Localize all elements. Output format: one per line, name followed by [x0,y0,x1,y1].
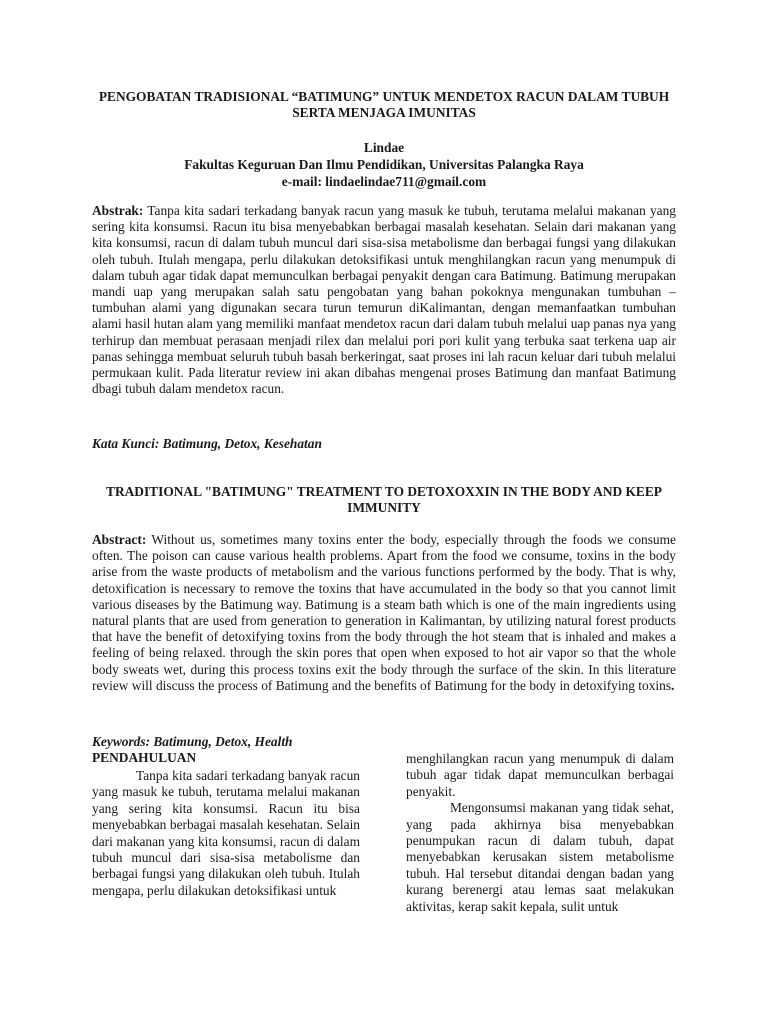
paragraph: menghilangkan racun yang menumpuk di dalam tubuh agar tidak dapat memunculkan berbagai penyakit. [406,751,674,799]
body-column-right [406,751,674,915]
abstract-english [92,532,676,694]
keywords-indonesian: Kata Kunci: Batimung, Detox, Kesehatan [92,436,322,451]
section-heading-pendahuluan: PENDAHULUAN [92,750,197,765]
body-column-left [92,768,360,899]
abstract-english-text: Without us, sometimes many toxins enter the body, especially through the foods we consume often. The poison can cause various health problems. Apart from the food we consume, toxins in the body arise from the waste products of metabolism and the various functions performed by the body. That is why, detoxification is necessary to remove the toxins that have accumulated in the body so that you cannot limit various diseases by the Batimung way. Batimung is a steam bath which is one of the main ingredients using natural plants that are used from generation to generation in Kalimantan, by utilizing natural forest products that have the benefit of detoxifying toxins from the body through the hot steam that is inhaled and makes a feeling of being relaxed. through the skin pores that open when exposed to hot air vapor so that the whole body sweats wet, during this process toxins exit the body through the surface of the skin. In this literature review will discuss the process of Batimung and the benefits of Batimung for the body in detoxifying toxins [92,532,676,693]
abstract-english-end: . [671,677,675,693]
paper-title: PENGOBATAN TRADISIONAL “BATIMUNG” UNTUK MENDETOX RACUN DALAM TUBUH SERTA MENJAGA IMUNITAS [98,89,670,120]
abstract-label: Abstrak: [92,203,144,218]
author-email: e-mail: lindaelindae711@gmail.com [281,174,487,189]
paragraph: Tanpa kita sadari terkadang banyak racun yang masuk ke tubuh, terutama melalui makanan yang sering kita konsumsi. Racun itu bisa menyebabkan berbagai masalah kesehatan. Selain dari makanan yang kita konsumsi, racun di dalam tubuh muncul dari sisa-sisa metabolisme dan berbagai fungsi yang dilakukan oleh tubuh. Itulah mengapa, perlu dilakukan detoksifikasi untuk [92,768,360,898]
author-affiliation: Fakultas Keguruan Dan Ilmu Pendidikan, Universitas Palangka Raya [184,157,584,172]
abstract-text: Tanpa kita sadari terkadang banyak racun yang masuk ke tubuh, terutama melalui makanan yang sering kita konsumsi. Racun itu bisa menyebabkan berbagai masalah kesehatan. Selain dari makanan yang kita konsumsi, racun di dalam tubuh muncul dari sisa-sisa metabolisme dan berbagai fungsi yang dilakukan oleh tubuh. Itulah mengapa, perlu dilakukan detoksifikasi untuk menghilangkan racun yang menumpuk di dalam tubuh agar tidak dapat memunculkan berbagai penyakit dengan cara Batimung. Batimung merupakan mandi uap yang merupakan salah satu pengobatan yang bahan pokoknya mengunakan tumbuhan – tumbuhan alami yang digunakan secara turun temurun diKalimantan, dengan memanfaatkan tumbuhan alami hasil hutan alam yang memiliki manfaat mendetox racun dari dalam tubuh melalui uap panas nya yang terhirup dan membuat perasaan menjadi rilex dan melalui pori pori kulit yang terbuka saat terkena uap air panas sehingga membuat seluruh tubuh basah berkeringat, saat proses ini lah racun keluar dari tubuh melalui permukaan kulit. Pada literatur review ini akan dibahas mengenai proses Batimung dan manfaat Batimung dbagi tubuh dalam mendetox racun. [92,203,676,397]
abstract-indonesian [92,203,676,397]
author-name: Lindae [363,140,405,155]
abstract-english-label: Abstract: [92,532,147,547]
keywords-english: Keywords: Batimung, Detox, Health [92,734,293,749]
english-title: TRADITIONAL "BATIMUNG" TREATMENT TO DETOXOXXIN IN THE BODY AND KEEP IMMUNITY [106,484,662,515]
author-block [90,139,678,190]
paragraph: Mengonsumsi makanan yang tidak sehat, yang pada akhirnya bisa menyebabkan penumpukan racun di dalam tubuh, dapat menyebabkan kerusakan sistem metabolisme tubuh. Hal tersebut ditandai dengan badan yang kurang berenergi atau lemas saat melakukan aktivitas, kerap sakit kepala, sulit untuk [406,800,674,914]
